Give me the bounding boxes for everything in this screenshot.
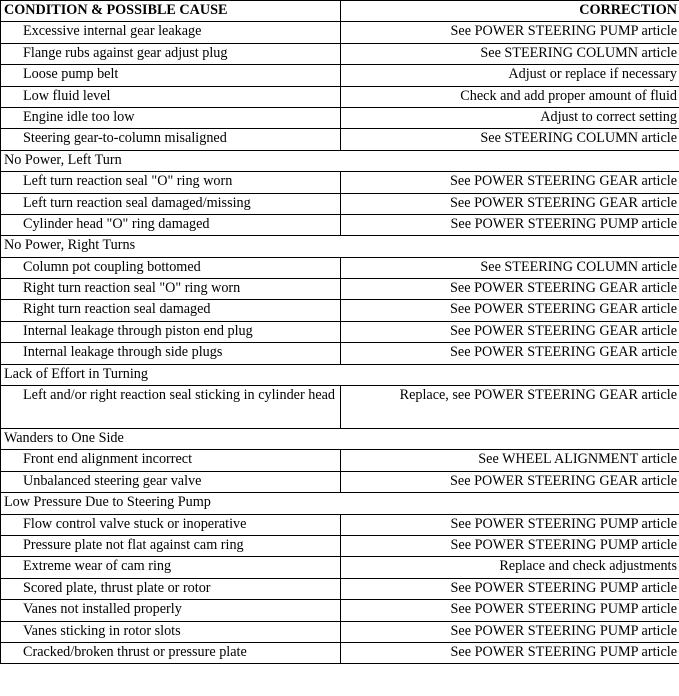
correction-cell: See POWER STEERING PUMP article: [341, 514, 679, 535]
header-condition: CONDITION & POSSIBLE CAUSE: [1, 1, 341, 22]
table-row: [1, 214, 679, 235]
correction-cell: See POWER STEERING GEAR article: [341, 300, 679, 321]
cause-cell: Scored plate, thrust plate or rotor: [1, 578, 341, 599]
table-row: [1, 279, 679, 300]
correction-cell: Check and add proper amount of fluid: [341, 86, 679, 107]
cause-cell: Low fluid level: [1, 86, 341, 107]
table-row: [1, 535, 679, 556]
section-row: [1, 236, 679, 257]
section-row: [1, 150, 679, 171]
cause-cell: Vanes not installed properly: [1, 600, 341, 621]
cause-cell: Internal leakage through side plugs: [1, 343, 341, 364]
correction-cell: Adjust or replace if necessary: [341, 65, 679, 86]
section-row: [1, 364, 679, 385]
correction-cell: See POWER STEERING GEAR article: [341, 321, 679, 342]
cause-cell: Engine idle too low: [1, 107, 341, 128]
header-correction: CORRECTION: [341, 1, 679, 22]
table-row: [1, 107, 679, 128]
cause-cell: Left turn reaction seal damaged/missing: [1, 193, 341, 214]
table-row: [1, 43, 679, 64]
correction-cell: See POWER STEERING PUMP article: [341, 642, 679, 663]
section-label: No Power, Left Turn: [1, 150, 679, 171]
table-row: [1, 471, 679, 492]
cause-cell: Flange rubs against gear adjust plug: [1, 43, 341, 64]
cause-cell: Cylinder head "O" ring damaged: [1, 214, 341, 235]
table-row: [1, 343, 679, 364]
correction-cell: See POWER STEERING GEAR article: [341, 172, 679, 193]
table-row: [1, 300, 679, 321]
correction-cell: Replace, see POWER STEERING GEAR article: [341, 386, 679, 429]
correction-cell: See POWER STEERING PUMP article: [341, 578, 679, 599]
correction-cell: See POWER STEERING GEAR article: [341, 471, 679, 492]
table-body: [1, 22, 679, 664]
correction-cell: See STEERING COLUMN article: [341, 43, 679, 64]
cause-cell: Vanes sticking in rotor slots: [1, 621, 341, 642]
section-label: Wanders to One Side: [1, 429, 679, 450]
cause-cell: Internal leakage through piston end plug: [1, 321, 341, 342]
table-row: [1, 578, 679, 599]
correction-cell: Replace and check adjustments: [341, 557, 679, 578]
section-row: [1, 493, 679, 514]
section-row: [1, 429, 679, 450]
correction-cell: See POWER STEERING PUMP article: [341, 535, 679, 556]
table-row: [1, 450, 679, 471]
table-row: [1, 193, 679, 214]
table-row: [1, 22, 679, 43]
table-row: [1, 600, 679, 621]
table-row: [1, 621, 679, 642]
table-row: [1, 557, 679, 578]
section-label: Low Pressure Due to Steering Pump: [1, 493, 679, 514]
correction-cell: See WHEEL ALIGNMENT article: [341, 450, 679, 471]
table-row: [1, 386, 679, 429]
cause-cell: Left turn reaction seal "O" ring worn: [1, 172, 341, 193]
cause-cell: Unbalanced steering gear valve: [1, 471, 341, 492]
correction-cell: See POWER STEERING GEAR article: [341, 279, 679, 300]
correction-cell: See STEERING COLUMN article: [341, 129, 679, 150]
cause-cell: Cracked/broken thrust or pressure plate: [1, 642, 341, 663]
table-row: [1, 257, 679, 278]
cause-cell: Right turn reaction seal damaged: [1, 300, 341, 321]
correction-cell: See POWER STEERING GEAR article: [341, 343, 679, 364]
header-row: [1, 1, 679, 22]
correction-cell: Adjust to correct setting: [341, 107, 679, 128]
cause-cell: Front end alignment incorrect: [1, 450, 341, 471]
table-row: [1, 172, 679, 193]
section-label: No Power, Right Turns: [1, 236, 679, 257]
cause-cell: Excessive internal gear leakage: [1, 22, 341, 43]
cause-cell: Pressure plate not flat against cam ring: [1, 535, 341, 556]
table-row: [1, 642, 679, 663]
cause-cell: Column pot coupling bottomed: [1, 257, 341, 278]
correction-cell: See POWER STEERING PUMP article: [341, 214, 679, 235]
table-row: [1, 129, 679, 150]
correction-cell: See POWER STEERING GEAR article: [341, 193, 679, 214]
table-row: [1, 65, 679, 86]
table-row: [1, 86, 679, 107]
section-label: Lack of Effort in Turning: [1, 364, 679, 385]
correction-cell: See STEERING COLUMN article: [341, 257, 679, 278]
cause-cell: Loose pump belt: [1, 65, 341, 86]
cause-cell: Right turn reaction seal "O" ring worn: [1, 279, 341, 300]
cause-cell: Left and/or right reaction seal sticking in cylinder head: [1, 386, 341, 429]
table-row: [1, 321, 679, 342]
table-header: [1, 1, 679, 22]
correction-cell: See POWER STEERING PUMP article: [341, 22, 679, 43]
cause-cell: Steering gear-to-column misaligned: [1, 129, 341, 150]
cause-cell: Extreme wear of cam ring: [1, 557, 341, 578]
table-row: [1, 514, 679, 535]
correction-cell: See POWER STEERING PUMP article: [341, 600, 679, 621]
cause-cell: Flow control valve stuck or inoperative: [1, 514, 341, 535]
correction-cell: See POWER STEERING PUMP article: [341, 621, 679, 642]
